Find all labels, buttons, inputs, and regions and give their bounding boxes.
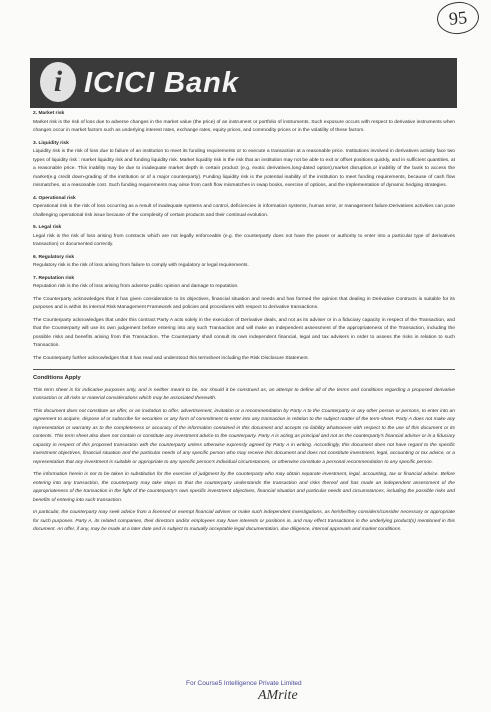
- section-heading: 2. Market risk: [33, 111, 65, 116]
- risk-section: [33, 254, 455, 271]
- section-text: Operational risk is the risk of loss occurring as a result of inadequate systems and control, deficiencies in information systems, human error, or management failure.Derivatives activities can pose challenging operational risk issue because of the complexity of certain products and their continual evolution.: [33, 204, 455, 218]
- risk-section: [33, 275, 455, 292]
- conditions-title: Conditions Apply: [33, 375, 81, 381]
- conditions-section: [33, 387, 455, 535]
- acknowledgement-paragraph: The Counterparty further acknowledges that it has read and understood this termsheet including the Risk Disclosure Statement.: [33, 355, 309, 361]
- document-body: [33, 110, 455, 539]
- section-text: Liquidity risk is the risk of loss due to failure of an institution to meet its funding requirements or to execute a transaction at a reasonable price. Institutions involved in derivatives activity face two types of liquidity risk : market liquidity risk and funding liquidity risk. Market liquidity risk is the risk that an institution may not be able to exit or offset positions quickly, and in sufficient quantities, at a reasonable price. This inability may be due to inadequate market depth in certain product (e.g. exotic derivatives,long-dated option),market disruption,or inability of the bank to access the market(e.g credit down-grading of the institution or of a major counterparty). Funding liquidity risk is the potential inability of the institution to meet funding requirements, because of cash flow mismatches, at a reasonable cost. Such funding requirements may arise from cash flow mismatches in swap books, exercise of options, and the implementation of dynamic hedging strategies.: [33, 149, 455, 188]
- conditions-paragraph: This document does not constitute an offer, or an invitation to offer, advertisement, invitation or a recommendation by Party A to the Counterparty or any other person or persons, to enter into an agreement to acquire, dispose of or subscribe for securities or any form of commitment to enter into any transaction in relation to the subject matter of the term-sheet. Party A does not make any representation or warranty as to the completeness or accuracy of the information contained in this document and accepts no liability whatsoever with respect to the use of this document or its contents. This term sheet also does not contain or constitute any investment advice to the counterparty. Party A is acting as principal and not as the counterparty's financial adviser or in a fiduciary capacity in respect of this proposed transaction with the counterparty unless otherwise expressly agreed by Party A in writing. Accordingly, this document does not have regard to the specific investment objectives, financial situation and the particular needs of any specific person who may receive this document and does not constitute investment, legal, accounting or tax advice, or a representation that any investment is suitable or appropriate to any specific person's individual circumstances, or otherwise constitute a personal recommendation to any specific person.: [33, 408, 455, 465]
- conditions-paragraph: The information herein is not to be taken in substitution for the exercise of judgment by the counterparty who may obtain separate investment, legal, accounting, tax or financial advice. Before entering into any transaction, the counterparty may take steps to that the counterparty understands the transaction and risks thereof and has made an independent assessment of the appropriateness of the transaction in the light of the counterparty's own specific investment objectives, financial situation and particular needs and circumstances, including the possible risks and benefits of entering into such transaction.: [33, 472, 455, 503]
- acknowledgement-paragraph: The Counterparty acknowledges that under this contract Party A acts solely in the execution of Derivative deals, and not as its adviser or in a fiduciary capacity in respect of the Transaction, and that the Counterparty will use its own judgement before entering into any such Transaction and will make an independent assessment of the appropriateness of the Transaction, including the possible risks and benefits arising from this Transaction. The Counterparty shall consult its own independent financial, legal and tax advisers in order to assess the risks in relation to such Transaction.: [33, 317, 455, 348]
- brand-name: ICICI Bank: [84, 67, 240, 99]
- section-heading: 7. Reputation risk: [33, 275, 75, 281]
- logo-mark: i: [40, 62, 76, 102]
- conditions-paragraph: In particular, the counterparty may seek advice from a licensed or exempt financial adviser or make such independent investigations, as he/she/they considers/consider necessary or appropriate for such purposes. Party A, its related companies, their directors and/or employees may have interests or positions in, and may effect transactions in the underlying product(s) mentioned in this document. An offer, if any, may be made at a later date and is subject to mutually acceptable legal documentation, due diligence, internal approvals and market conditions.: [33, 510, 455, 532]
- section-text: Regulatory risk is the risk of loss arising from failure to comply with regulatory or legal requirements.: [33, 263, 249, 268]
- acknowledgement-paragraph: The Counterparty acknowledges that it has given consideration to its objectives, financial situation and needs and has formed the opinion that dealing in Derivative Contracts is suitable for its purposes and is within its internal Risk Management Framework and policies and procedures with respect to derivative transactions.: [33, 296, 455, 310]
- section-heading: 3. Liquidity risk: [33, 140, 69, 146]
- section-text: Reputation risk is the risk of loss arising from adverse public opinion and damage to reputation.: [33, 284, 239, 289]
- divider: [33, 369, 455, 370]
- risk-section: [33, 140, 455, 191]
- bank-logo-banner: [30, 58, 457, 108]
- section-heading: 5. Legal risk: [33, 225, 62, 230]
- risk-section: [33, 195, 455, 221]
- section-heading: 4. Operational risk: [33, 195, 76, 201]
- section-heading: 6. Regulatory risk: [33, 254, 75, 260]
- conditions-paragraph: This term sheet is for indicative purposes only, and is neither meant to be, nor should it be construed as, an attempt to define all of the terms and conditions regarding a proposed derivative transaction or all risks or material considerations which may be associated therewith.: [33, 387, 455, 401]
- page-number: 95: [435, 0, 480, 36]
- company-stamp: For Course5 Intelligence Private Limited: [186, 680, 302, 687]
- section-text: Legal risk is the risk of loss arising from contracts which are not legally enforceable (e.g. the counterparty does not have the power or authority to enter into a particular type of derivatives transaction) or documented correctly.: [33, 233, 455, 247]
- risk-section: [33, 110, 455, 136]
- section-text: Market risk is the risk of loss due to adverse changes in the market value (the price) of an instrument or portfolio of instruments. Such exposure occurs with respect to derivative instruments when changes occur in market factors such as underlying interest rates, exchange rates, equity prices, and commodity prices or in the volatility of these factors.: [33, 119, 455, 133]
- risk-section: [33, 224, 455, 250]
- signature: AMrite: [258, 688, 298, 703]
